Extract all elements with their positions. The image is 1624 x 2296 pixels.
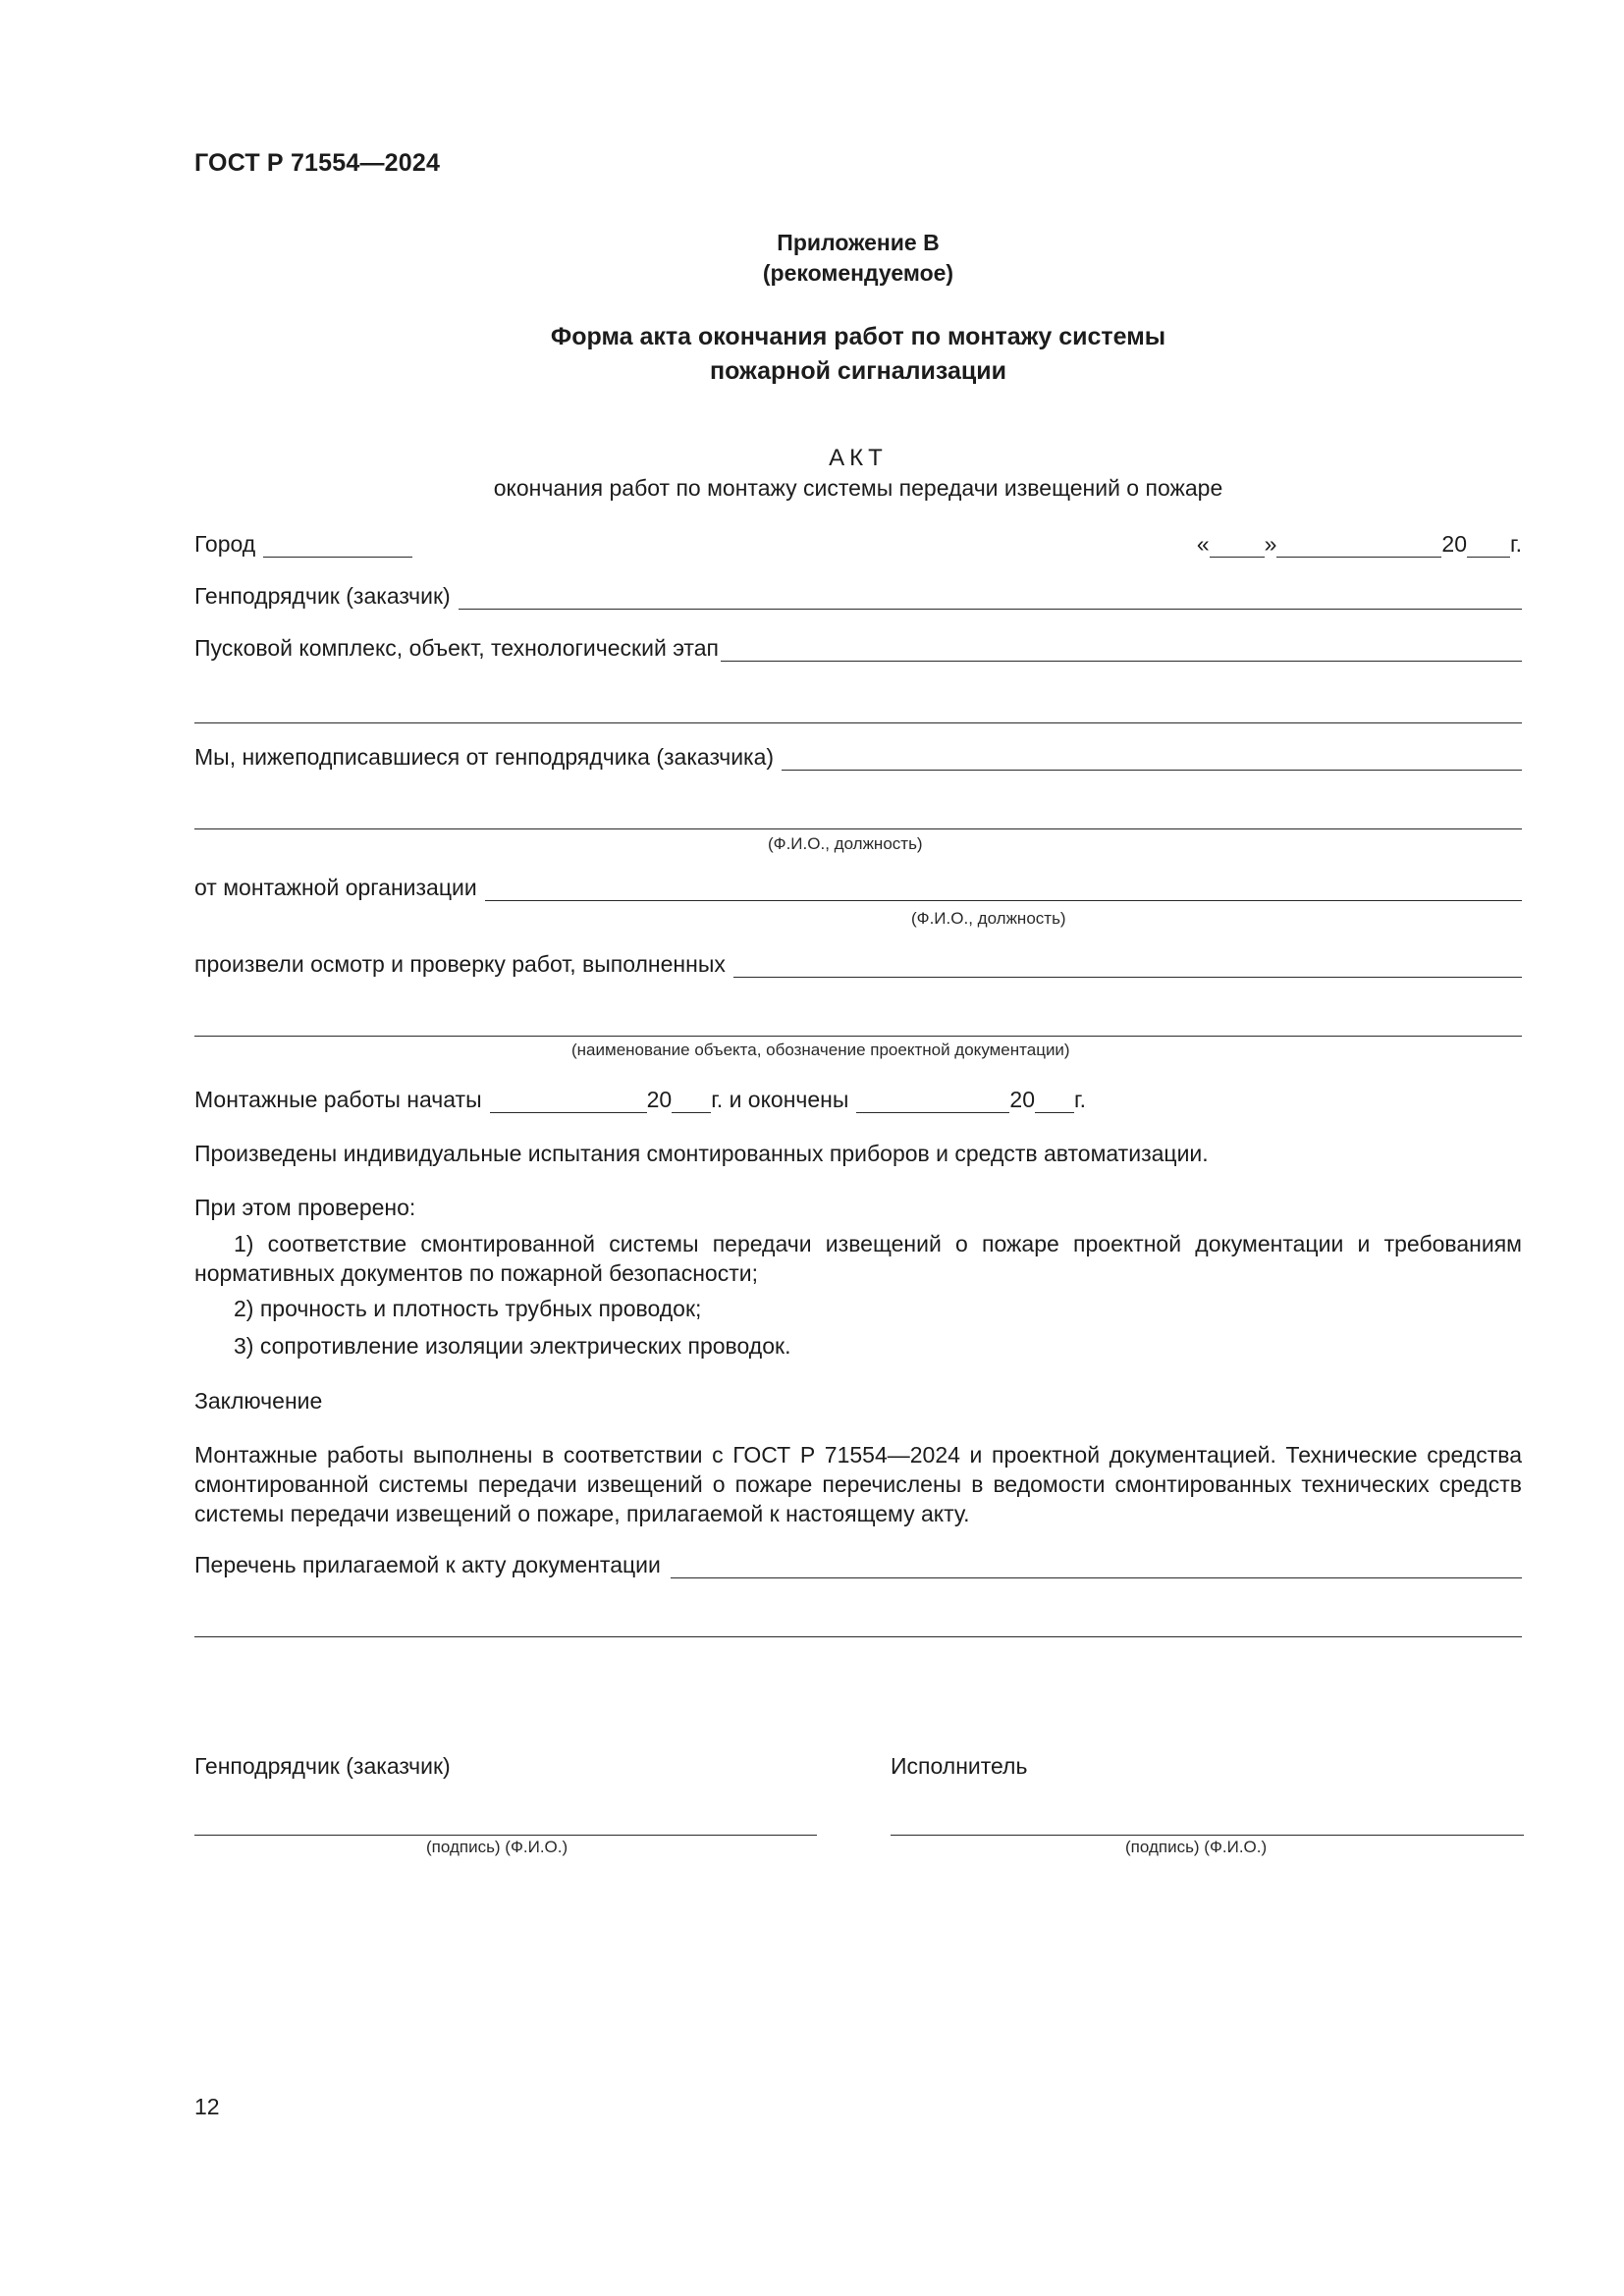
- work-start-year-field[interactable]: [672, 1091, 711, 1113]
- installer-label: от монтажной организации: [194, 875, 477, 900]
- appendix-title: Приложение В: [777, 230, 940, 255]
- launch-complex-label: Пусковой комплекс, объект, технологический этап: [194, 635, 719, 661]
- work-start-date-field[interactable]: [490, 1091, 647, 1113]
- work-end-date-field[interactable]: [856, 1091, 1009, 1113]
- general-contractor-row: [194, 582, 1522, 610]
- document-code: ГОСТ Р 71554—2024: [194, 149, 441, 177]
- check-item-2: 2) прочность и плотность трубных проводок;: [234, 1296, 702, 1321]
- work-end-year-field[interactable]: [1035, 1091, 1074, 1113]
- installer-row: [194, 874, 1522, 901]
- date-month-field[interactable]: [1276, 535, 1441, 558]
- work-end-text: г.: [1074, 1087, 1086, 1112]
- conclusion-paragraph: Монтажные работы выполнены в соответствии с ГОСТ Р 71554—2024 и проектной документацией. Технические средства смонтированной системы передачи извещений о пожаре перечислены в ведомости смонтированных технических средств системы передачи извещений о пожаре, прилагаемой к настоящему акту.: [194, 1442, 1522, 1526]
- work-mid-text: г. и окончены: [711, 1087, 849, 1112]
- date-year-suffix: г.: [1510, 531, 1522, 557]
- undersigned-field[interactable]: [782, 748, 1522, 771]
- date-day-field[interactable]: [1210, 535, 1265, 558]
- inspected-row: [194, 950, 1522, 978]
- attached-docs-extra-line[interactable]: [194, 1635, 1522, 1637]
- signature-right-line[interactable]: [891, 1834, 1524, 1836]
- form-title: [194, 320, 1522, 389]
- page-number: 12: [194, 2094, 220, 2119]
- undersigned-label: Мы, нижеподписавшиеся от генподрядчика (заказчика): [194, 744, 775, 770]
- signature-left-label: Генподрядчик (заказчик): [194, 1753, 451, 1779]
- inspected-extra-line[interactable]: [194, 1035, 1522, 1037]
- undersigned-extra-line[interactable]: [194, 828, 1522, 829]
- city-label: Город: [194, 531, 256, 557]
- date-open-quote: «: [1196, 531, 1210, 557]
- installer-hint: (Ф.И.О., должность): [911, 909, 1066, 928]
- check-item-3: 3) сопротивление изоляции электрических проводок.: [234, 1333, 791, 1359]
- check-item-1: 1) соответствие смонтированной системы передачи извещений о пожаре проектной документации и требованиям нормативных документов по пожарной безопасности;: [194, 1231, 1522, 1286]
- signature-right-hint: (подпись) (Ф.И.О.): [1125, 1838, 1268, 1856]
- signature-left-line[interactable]: [194, 1834, 817, 1836]
- attached-docs-row: [194, 1551, 1522, 1578]
- inspected-field[interactable]: [733, 955, 1522, 978]
- work-year-prefix-1: 20: [646, 1087, 673, 1112]
- date-year-prefix: 20: [1441, 531, 1468, 557]
- inspected-hint: (наименование объекта, обозначение проектной документации): [571, 1041, 1070, 1059]
- city-date-row: [194, 530, 1522, 558]
- launch-complex-field[interactable]: [721, 639, 1522, 662]
- general-contractor-label: Генподрядчик (заказчик): [194, 583, 451, 609]
- appendix-status: (рекомендуемое): [762, 260, 954, 286]
- date-year-field[interactable]: [1467, 535, 1510, 558]
- attached-docs-field[interactable]: [671, 1556, 1522, 1578]
- undersigned-row: [194, 743, 1522, 771]
- city-field[interactable]: [263, 535, 412, 558]
- attached-docs-label: Перечень прилагаемой к акту документации: [194, 1552, 661, 1577]
- form-title-line-2: пожарной сигнализации: [710, 357, 1006, 385]
- launch-complex-extra-line[interactable]: [194, 721, 1522, 723]
- tests-paragraph: Произведены индивидуальные испытания смонтированных приборов и средств автоматизации.: [194, 1141, 1209, 1166]
- conclusion-heading: Заключение: [194, 1388, 323, 1414]
- general-contractor-field[interactable]: [459, 587, 1522, 610]
- undersigned-hint: (Ф.И.О., должность): [768, 834, 923, 853]
- form-title-line-1: Форма акта окончания работ по монтажу системы: [550, 323, 1166, 350]
- signature-left-hint: (подпись) (Ф.И.О.): [426, 1838, 568, 1856]
- work-year-prefix-2: 20: [1009, 1087, 1036, 1112]
- appendix-heading: [194, 228, 1522, 289]
- signature-right-label: Исполнитель: [891, 1753, 1028, 1779]
- act-title: АКТ: [829, 445, 888, 471]
- checked-intro: При этом проверено:: [194, 1195, 416, 1220]
- launch-complex-row: [194, 634, 1522, 662]
- installer-field[interactable]: [485, 879, 1522, 901]
- act-subtitle: окончания работ по монтажу системы передачи извещений о пожаре: [493, 475, 1223, 501]
- date-close-quote: »: [1264, 531, 1277, 557]
- inspected-label: произвели осмотр и проверку работ, выполненных: [194, 951, 726, 977]
- work-started-label: Монтажные работы начаты: [194, 1087, 482, 1112]
- work-dates-row: [194, 1086, 1522, 1113]
